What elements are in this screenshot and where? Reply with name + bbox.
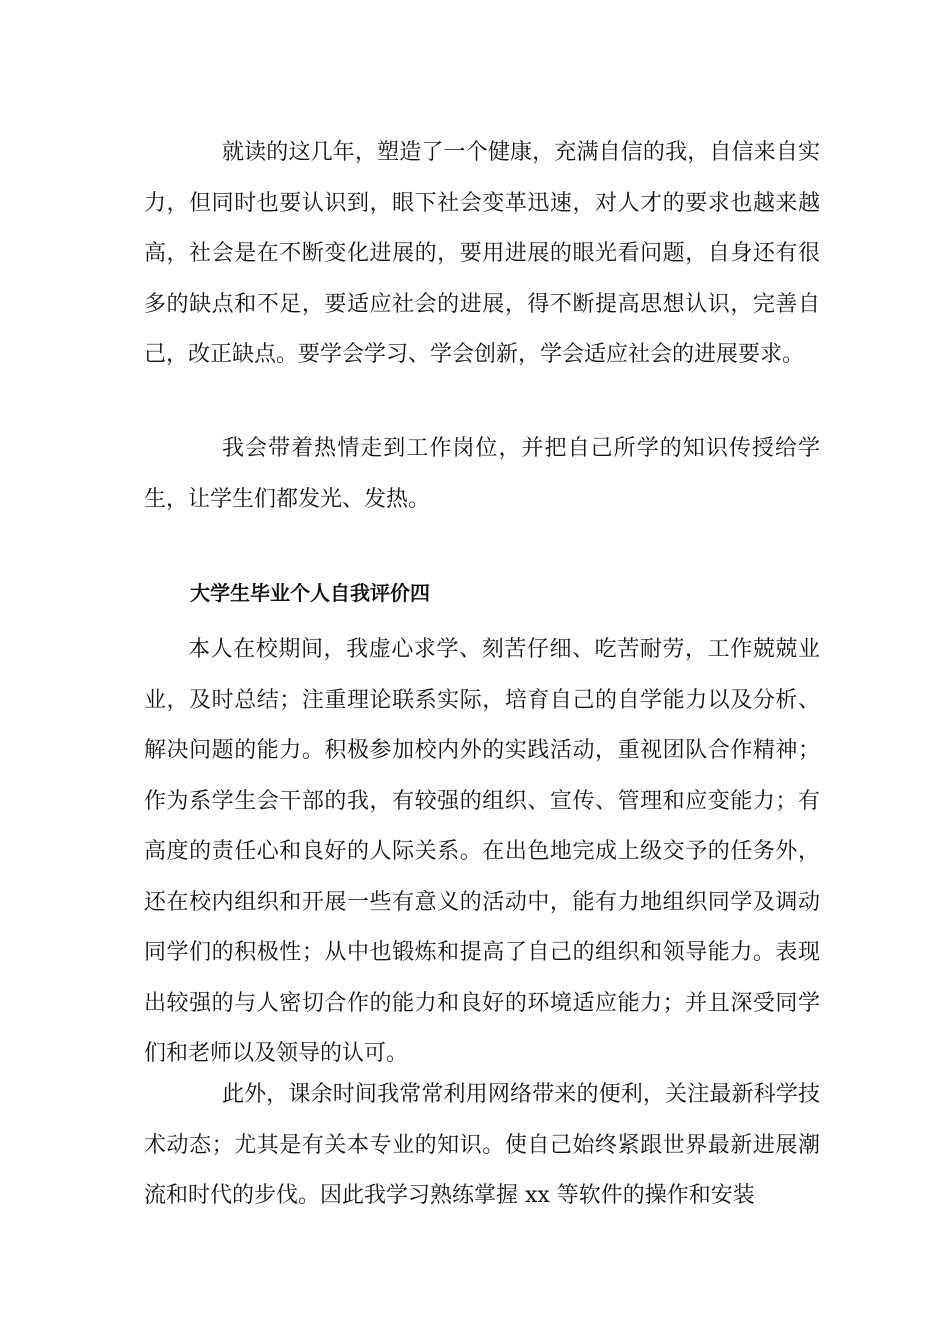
paragraph-self-reflection: 就读的这几年，塑造了一个健康，充满自信的我，自信来自实力，但同时也要认识到，眼下社会变革迅速，对人才的要求也越来越高，社会是在不断变化进展的，要用进展的眼光看问题，自身还有很多的缺点和不足，要适应社会的进展，得不断提高思想认识，完善自己，改正缺点。要学会学习、学会创新，学会适应社会的进展要求。 (144, 140, 820, 367)
paragraph-extracurricular-learning: 此外，课余时间我常常利用网络带来的便利，关注最新科学技术动态；尤其是有关本专业的知识。使自己始终紧跟世界最新进展潮流和时代的步伐。因此我学习熟练掌握 xx 等软件的操作和安装 (144, 1082, 820, 1208)
paragraph-career-outlook: 我会带着热情走到工作岗位，并把自己所学的知识传授给学生，让学生们都发光、发热。 (144, 436, 820, 512)
section-title: 大学生毕业个人自我评价四 (190, 581, 430, 605)
paragraph-school-performance: 本人在校期间，我虚心求学、刻苦仔细、吃苦耐劳，工作兢兢业业，及时总结；注重理论联系实际，培育自己的自学能力以及分析、解决问题的能力。积极参加校内外的实践活动，重视团队合作精神；作为系学生会干部的我，有较强的组织、宣传、管理和应变能力；有高度的责任心和良好的人际关系。在出色地完成上级交予的任务外，还在校内组织和开展一些有意义的活动中，能有力地组织同学及调动同学们的积极性；从中也锻炼和提高了自己的组织和领导能力。表现出较强的与人密切合作的能力和良好的环境适应能力；并且深受同学们和老师以及领导的认可。 (144, 637, 820, 1066)
